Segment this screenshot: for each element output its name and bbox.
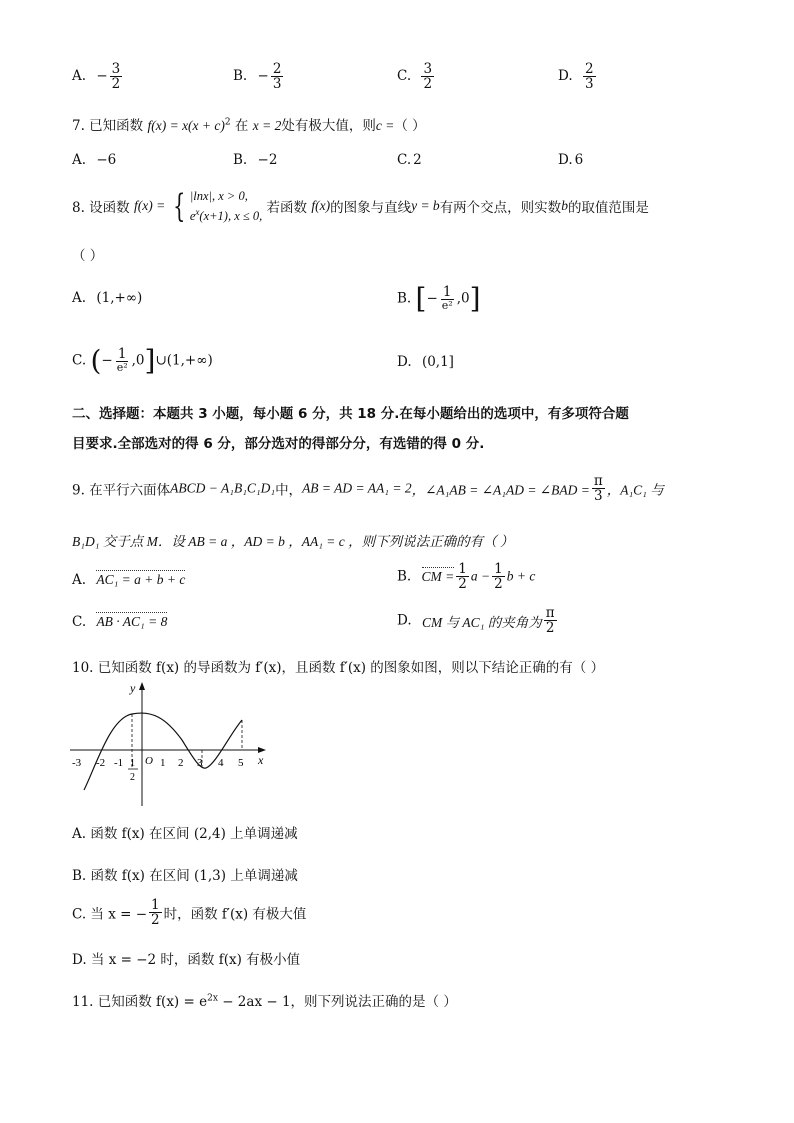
q8-stem: 8. 设函数 f(x) = { |lnx|, x > 0, $e^x(x+1)$, x ≤ 0, 若函数 f(x)的图象与直线y = b有两个交点，则实数b的取值范围是 [72, 187, 649, 226]
q11-stem: 11. 已知函数 $f(x) = e^{2x} - 2ax - 1$，则下列说法正确的是（ ） [72, 993, 457, 1010]
fraction: $\frac{2}{3}$ [584, 61, 594, 93]
q9-option-a: A. AC₁ = a + b + c [72, 572, 186, 588]
q7-option-b: B. −2 [233, 152, 278, 168]
fraction: $\frac{2}{3}$ [272, 61, 282, 93]
tick-label: 4 [218, 757, 224, 769]
fraction: $\frac{1}{\text{e²}}$ [116, 346, 128, 375]
y-axis-arrow [139, 682, 145, 690]
q8-option-c: C. (− $\frac{1}{\text{e²}}$ ,0]∪(1,+∞) [72, 344, 213, 377]
q8-option-d: D. (0,1] [397, 354, 454, 370]
q7-option-a: A. −6 [72, 152, 117, 168]
q8-option-a: A. (1,+∞) [72, 290, 143, 306]
half-numerator: 1 [130, 758, 135, 769]
q9-stem-line1: 9. 在平行六面体ABCD − A₁B₁C₁D₁中，AB = AD = AA₁ = 2，∠A₁AB = ∠A₁AD = ∠BAD = $\frac{\pi}{3}$ ，A₁C₁ 与 [72, 473, 664, 505]
fraction: $\frac{\pi}{3}$ [593, 473, 603, 505]
tick-label: -2 [96, 757, 106, 769]
fraction: $\frac{3}{2}$ [423, 61, 433, 93]
brace: { [173, 187, 186, 226]
tick-label: -3 [72, 757, 82, 769]
tick-label: 3 [197, 757, 203, 769]
half-denominator: 2 [130, 772, 135, 783]
tick-label: 2 [178, 757, 184, 769]
fraction: $\frac{1}{2}$ [151, 897, 160, 929]
q8-paren: （ ） [72, 248, 104, 264]
x-axis-label: x [258, 753, 264, 767]
fraction: $\frac{\pi}{2}$ [545, 605, 555, 637]
q9-option-c: C. AB · AC₁ = 8 [72, 614, 168, 630]
q7-option-c: C. 2 [397, 152, 422, 168]
section-heading-line2: 目要求.全部选对的得 6 分，部分选对的得部分分，有选错的得 0 分. [72, 436, 485, 452]
q9-stem-line2: B₁D₁ 交于点 M．设 AB = a ，AD = b ，AA₁ = c ，则下列说法正确的有（ ） [72, 534, 514, 549]
piecewise-cases: |lnx|, x > 0, $e^x(x+1)$, x ≤ 0, [189, 189, 263, 224]
fraction: $\frac{3}{2}$ [111, 61, 121, 93]
q9-option-d: D. CM 与 AC₁ 的夹角为 $\frac{\pi}{2}$ [397, 605, 555, 637]
y-axis-label: y [130, 681, 136, 695]
derivative-graph [66, 678, 276, 810]
q8-option-b: B. [− $\frac{1}{\text{e²}}$ ,0] [397, 282, 481, 315]
origin-label: O [145, 755, 153, 767]
q10-option-c: C. 当 x = − $\frac{1}{2}$ 时，函数 f′(x) 有极大值 [72, 897, 307, 929]
tick-label: -1 [114, 757, 124, 769]
tick-label: 1 [160, 757, 166, 769]
tick-label: 5 [238, 757, 244, 769]
q10-option-d: D. 当 x = −2 时，函数 f(x) 有极小值 [72, 952, 301, 968]
q10-option-a: A. 函数 f(x) 在区间 (2,4) 上单调递减 [72, 826, 298, 842]
q9-option-b: B. CM = $\frac{1}{2}$ a − $\frac{1}{2}$ b + c [397, 561, 536, 593]
fraction: $\frac{1}{2}$ [458, 561, 467, 593]
q6-option-b: B. − $\frac{2}{3}$ [233, 61, 282, 93]
fraction: $\frac{1}{\text{e²}}$ [441, 284, 453, 313]
q10-option-b: B. 函数 f(x) 在区间 (1,3) 上单调递减 [72, 868, 298, 884]
q6-option-d: D. $\frac{2}{3}$ [558, 61, 594, 93]
section-heading: 二、选择题：本题共 3 小题，每小题 6 分，共 18 分.在每小题给出的选项中，有多项符合题 [72, 406, 629, 422]
q10-stem: 10. 已知函数 f(x) 的导函数为 f′(x)，且函数 f′(x) 的图象如图，则以下结论正确的有（ ） [72, 660, 605, 676]
q7-option-d: D. 6 [558, 152, 584, 168]
q6-option-c: C. $\frac{3}{2}$ [397, 61, 433, 93]
q6-option-a: A. − $\frac{3}{2}$ [72, 61, 121, 93]
derivative-curve [84, 713, 242, 790]
fraction: $\frac{1}{2}$ [494, 561, 503, 593]
q7-stem: 7. 已知函数 $f(x) = x(x + c)^2$ 在 x = 2处有极大值，则c =（ ） [72, 117, 426, 134]
